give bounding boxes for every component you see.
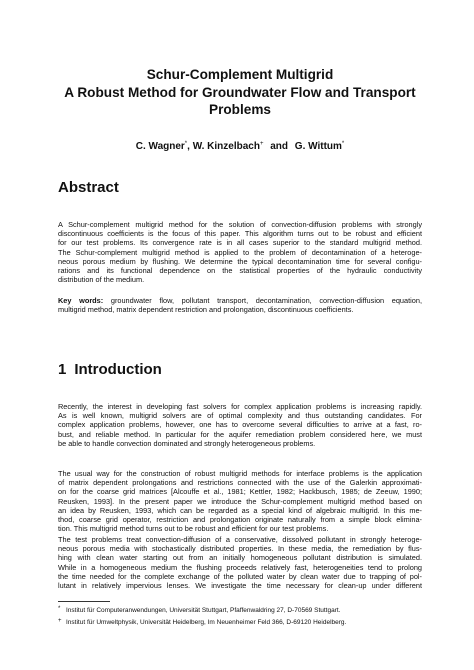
text-line: The usual way for the construction of robust multigrid methods for interface problems is the application	[58, 469, 422, 478]
text-line: Reusken, 1993]. In the present paper we introduce the Schur-complement multigrid method based on	[58, 496, 422, 506]
text-line: distribution of the medium.	[58, 275, 145, 285]
text-line: the time needed for the complete exchange of the polluted water by clean water due to trapping of pol-	[58, 571, 422, 581]
text-line: The test problems treat convection-diffusion of a conservative, dissolved pollutant in strongly heteroge-	[58, 535, 422, 544]
text-line: be able to handle convection dominated and strongly heterogeneous problems.	[58, 438, 316, 448]
section-title: Introduction	[74, 361, 162, 378]
text-line: rations and its functional dependence on the statistical properties of the hydraulic conductivity	[58, 266, 422, 276]
author-affiliation-mark: *	[184, 141, 188, 147]
author-name: W. Kinzelbach	[192, 141, 260, 152]
footnotes	[58, 604, 422, 628]
text-line: thod, coarse grid operator, restriction and prolongation originate naturally from a simple block elimina-	[58, 515, 422, 525]
author-list	[58, 141, 422, 152]
footnote-mark: *	[58, 606, 61, 612]
title-line: Problems	[209, 102, 271, 117]
text-line: While in a homogeneous medium the flushing proceeds relatively fast, heterogeneities tend to prolong	[58, 562, 422, 572]
author-affiliation-mark: +	[259, 141, 264, 147]
abstract-heading: Abstract	[58, 179, 119, 196]
text-line: neous porous medium by flushing. We determine the typical decontamination time for several configu-	[58, 256, 422, 266]
keywords-text: groundwater flow, pollutant transport, decontamination, convection-diffusion equation,	[110, 296, 422, 305]
footnote	[58, 616, 422, 628]
footnote-text: Institut für Computeranwendungen, Universität Stuttgart, Pfaffenwaldring 27, D-70569 Stuttgart.	[66, 607, 341, 614]
keywords-line: multigrid method, matrix dependent restriction and prolongation, discontinuous coefficients.	[58, 305, 354, 315]
text-line: A Schur-complement multigrid method for the solution of convection-diffusion problems with strongly	[58, 220, 422, 229]
text-line: for our test problems. Its convergence rate is in all cases superior to the standard multigrid method.	[58, 238, 422, 248]
keywords-paragraph	[58, 296, 422, 314]
body-paragraph	[58, 402, 422, 448]
title-line: A Robust Method for Groundwater Flow and Transport	[64, 84, 416, 100]
text-line: As is well known, multigrid solvers are of optimal complexity and thus outstanding candidates. For	[58, 411, 422, 421]
author-conjunction: and	[270, 141, 289, 152]
text-line: The Schur-complement multigrid method is applied to the problem of decontamination of a heteroge-	[58, 247, 422, 257]
text-line: of matrix dependent prolongations and restrictions connected with the use of the Galerkin approximati-	[58, 478, 422, 488]
paper-title	[58, 66, 422, 119]
footnote-mark: +	[58, 618, 62, 625]
text-line: complex application problems, however, one has to overcome several difficulties to arrive at a fast, ro-	[58, 420, 422, 430]
keywords-label: Key words:	[58, 296, 104, 305]
text-line: Recently, the interest in developing fast solvers for complex application problems is increasing rapidly.	[58, 402, 422, 411]
author-separator: ,	[187, 141, 190, 152]
footnote-text: Institut für Umweltphysik, Universität Heidelberg, Im Neuenheimer Feld 366, D-69120 Heidelberg.	[66, 619, 347, 627]
abstract-paragraph	[58, 220, 422, 284]
title-line: Schur-Complement Multigrid	[146, 67, 334, 82]
body-paragraph	[58, 469, 422, 533]
section-number: 1	[58, 361, 67, 378]
body-paragraph	[58, 535, 422, 590]
text-line: neous porous media with stochastically distributed properties. In these media, the remediation by flus-	[58, 544, 422, 554]
author-name: G. Wittum	[294, 141, 342, 152]
text-line: an idea by Reusken, 1993, which can be regarded as a special kind of algebraic multigrid. In this me-	[58, 505, 422, 515]
text-line: lutant in relatively impervious lenses. We investigate the time necessary for clean-up under different	[58, 581, 422, 591]
author-name: C. Wagner	[135, 141, 185, 152]
text-line: bust, and reliable method. In particular for the aquifer remediation problem considered here, we must	[58, 429, 422, 439]
author-affiliation-mark: *	[341, 141, 345, 147]
footnote	[58, 604, 422, 616]
text-line: on for the coarse grid matrices [Alcouffe et al., 1981; Kettler, 1982; Hackbusch, 1985; de Zeeuw, 1990;	[58, 487, 422, 497]
keywords-line	[58, 296, 422, 305]
footnote-divider	[58, 601, 110, 602]
section-heading-introduction	[58, 361, 162, 378]
text-line: tion. This multigrid method turns out to be robust and efficient for our test problems.	[58, 524, 329, 534]
text-line: hing with clean water starting out from an initially homogeneous pollutant distribution is simulated.	[58, 553, 422, 563]
text-line: discontinuous coefficients is the focus of this paper. This algorithm turns out to be robust and efficient	[58, 229, 422, 239]
